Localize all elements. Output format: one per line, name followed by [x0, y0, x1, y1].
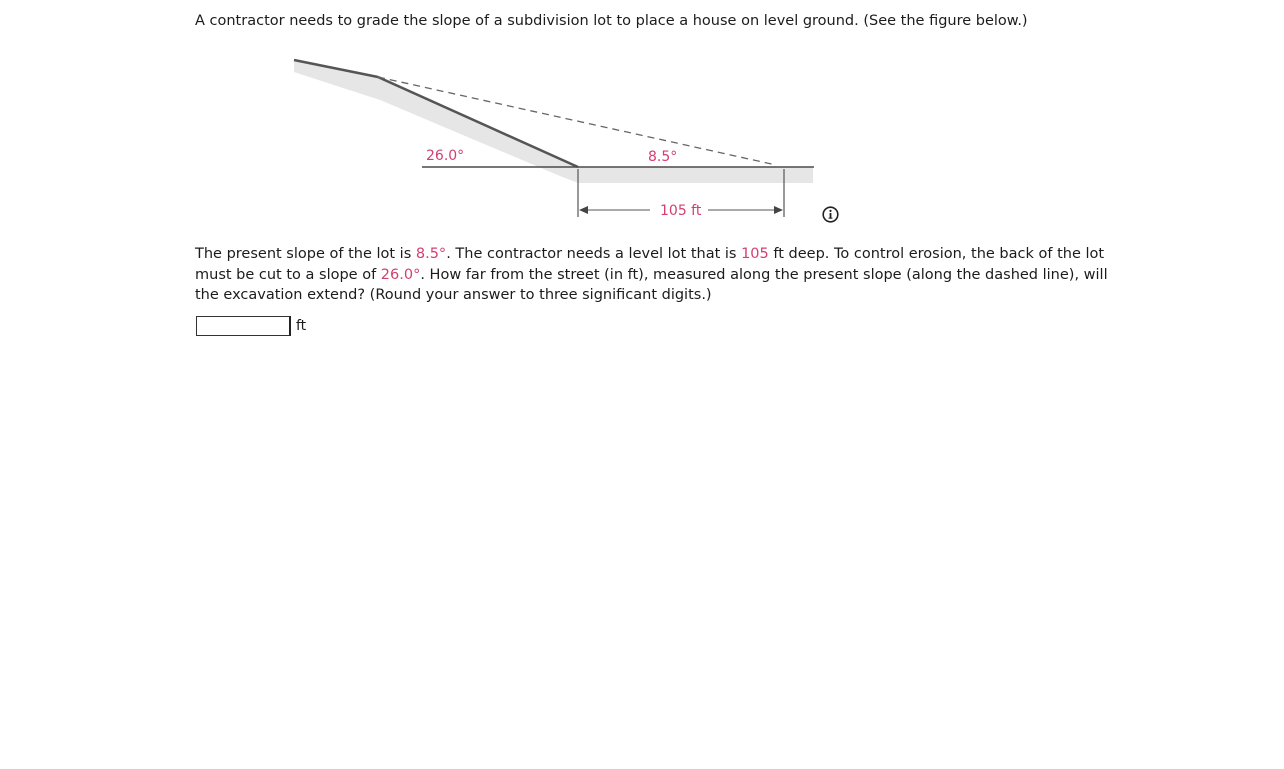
cut-slope-line [378, 77, 578, 167]
lot-depth-value: 105 [741, 246, 769, 262]
answer-unit: ft [296, 318, 307, 334]
question-part4: . How far from the street (in ft), measured along the present slope (along the dashed line), will the excavation extend? (Round your answer to three significant digits.) [195, 266, 1108, 303]
present-slope-value: 8.5° [415, 246, 447, 262]
cut-slope-value: 26.0° [380, 266, 421, 283]
angle-slope-label: 8.5° [648, 149, 678, 165]
question-part1: The present slope of the lot is [195, 246, 416, 262]
intro-text: A contractor needs to grade the slope of a subdivision lot to place a house on level ground. (See the figure below.) [195, 13, 1028, 29]
slope-figure [180, 38, 1140, 238]
info-circle-icon[interactable] [822, 206, 839, 223]
ground-fill [294, 60, 813, 183]
question-text [195, 244, 1115, 306]
question-part3: ft deep. To control erosion, the back of the lot must be cut to a slope of [195, 246, 1105, 283]
answer-input[interactable] [196, 316, 291, 336]
depth-label: 105 ft [660, 203, 702, 219]
question-part2: . The contractor needs a level lot that is [446, 246, 742, 262]
dimension-arrow-left [579, 206, 588, 214]
answer-row [196, 315, 306, 337]
slope-diagram [180, 38, 1140, 238]
angle-cut-label: 26.0° [426, 148, 465, 164]
dimension-arrow-right [774, 206, 783, 214]
